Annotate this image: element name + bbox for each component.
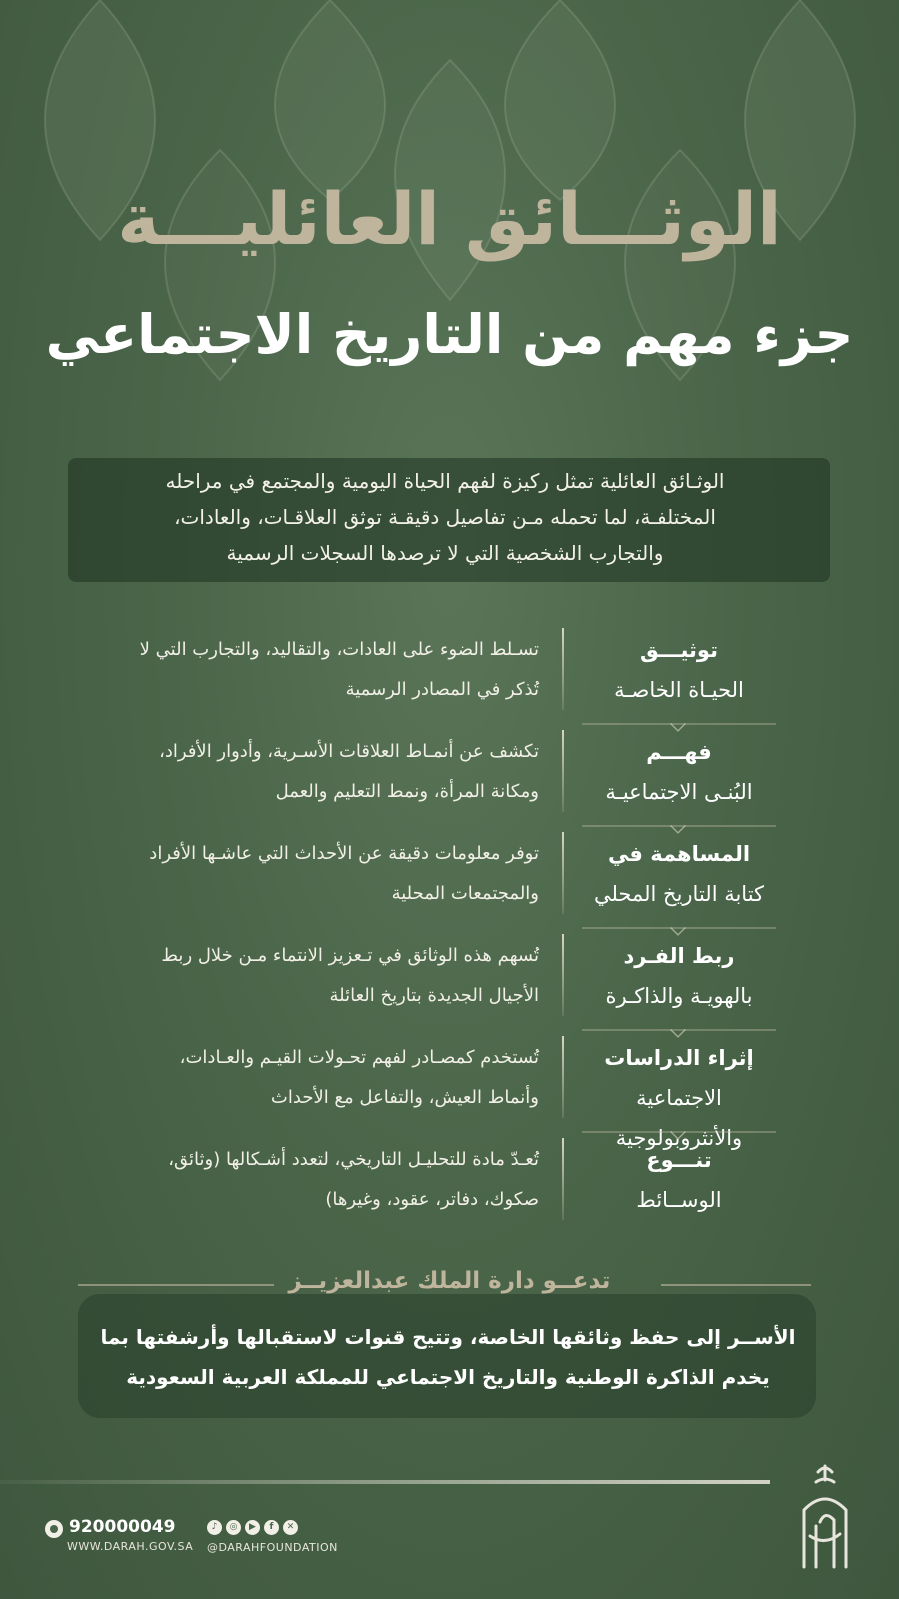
whatsapp-icon[interactable] <box>45 1520 63 1538</box>
row-divider <box>562 1138 564 1220</box>
facebook-icon[interactable]: f <box>264 1520 279 1535</box>
topic-row <box>0 732 899 822</box>
row-separator <box>582 1029 776 1031</box>
topic-heading-line1: فهـــم <box>646 740 712 764</box>
social-icons <box>207 1520 302 1538</box>
youtube-icon[interactable]: ▶ <box>245 1520 260 1535</box>
topic-description-line1: تكشف عن أنمـاط العلاقات الأسـرية، وأدوار الأفراد، <box>159 741 539 762</box>
topic-description-line2: تُذكر في المصادر الرسمية <box>345 679 539 700</box>
intro-line: المختلفـة، لما تحمله مـن تفاصيل دقيقـة توثق العلاقـات، والعادات، <box>174 505 716 529</box>
topic-description <box>69 1140 539 1220</box>
topic-description-line1: توفر معلومات دقيقة عن الأحداث التي عاشـها الأفراد <box>149 843 539 864</box>
instagram-icon[interactable]: ◎ <box>226 1520 241 1535</box>
topic-heading-line2: البُنـى الاجتماعيـة <box>605 780 753 804</box>
topic-heading-line2: الوســائط <box>636 1188 722 1212</box>
topic-heading-line1: ربط الفـرد <box>623 944 735 968</box>
row-divider <box>562 1036 564 1118</box>
page-subtitle: جزء مهم من التاريخ الاجتماعي <box>45 303 854 366</box>
topic-heading <box>579 1140 779 1220</box>
row-divider <box>562 628 564 710</box>
topic-row <box>0 1140 899 1230</box>
topic-row <box>0 936 899 1026</box>
invite-text <box>90 1317 806 1397</box>
topic-description <box>69 834 539 914</box>
topic-heading-line1: المساهمة في <box>607 842 751 866</box>
topic-row <box>0 834 899 924</box>
topic-description <box>69 630 539 710</box>
topic-description-line2: وأنماط العيش، والتفاعل مع الأحداث <box>270 1087 539 1108</box>
topic-heading-line1: إثراء الدراسات <box>604 1046 754 1070</box>
topic-description-line1: تُسهم هذه الوثائق في تـعزيز الانتماء مـن خلال ربط <box>161 945 539 966</box>
topic-heading-line1: تنـــوع <box>646 1148 712 1172</box>
intro-line: والتجارب الشخصية التي لا ترصدها السجلات الرسمية <box>226 541 664 565</box>
page-title: الوثـــائق العائليـــة <box>117 177 782 261</box>
topic-description-line2: الأجيال الجديدة بتاريخ العائلة <box>329 985 539 1006</box>
website-link[interactable]: WWW.DARAH.GOV.SA <box>67 1540 194 1553</box>
tiktok-icon[interactable]: ♪ <box>207 1520 222 1535</box>
darah-logo <box>790 1462 860 1572</box>
row-separator <box>582 723 776 725</box>
footer-divider <box>0 1480 770 1484</box>
intro-line: الوثـائق العائلية تمثل ركيزة لفهم الحياة اليومية والمجتمع في مراحله <box>165 469 725 493</box>
topic-heading-line2: الاجتماعية والأنثروبولوجية <box>615 1086 743 1150</box>
topic-heading-line1: توثيـــق <box>640 638 718 662</box>
topic-description <box>69 732 539 812</box>
topic-description-line2: والمجتمعات المحلية <box>391 883 539 904</box>
invite-heading: تدعــو دارة الملك عبدالعزيــز <box>288 1268 611 1294</box>
topic-row <box>0 1038 899 1150</box>
topic-description-line2: صكوك، دفاتر، عقود، وغيرها) <box>325 1189 539 1210</box>
topic-description-line1: تُعـدّ مادة للتحليـل التاريخي، لتعدد أشـكالها (وثائق، <box>168 1149 539 1170</box>
row-divider <box>562 832 564 914</box>
intro-text <box>60 463 830 571</box>
topic-heading-line2: بالهويـة والذاكـرة <box>605 984 753 1008</box>
topic-heading <box>579 936 779 1016</box>
social-block <box>207 1520 337 1560</box>
topic-description-line1: تُستخدم كمصـادر لفهم تحـولات القيـم والعـادات، <box>179 1047 539 1068</box>
topic-heading <box>579 630 779 710</box>
topic-description-line1: تسـلط الضوء على العادات، والتقاليد، والتجارب التي لا <box>139 639 539 660</box>
invite-line: يخدم الذاكرة الوطنية والتاريخ الاجتماعي للمملكة العربية السعودية <box>126 1365 770 1389</box>
x-icon[interactable]: ✕ <box>283 1520 298 1535</box>
topic-row <box>0 630 899 720</box>
row-separator <box>582 825 776 827</box>
topic-heading <box>579 732 779 812</box>
phone-number[interactable]: 920000049 <box>69 1517 176 1537</box>
invite-line: الأســر إلى حفظ وثائقها الخاصة، وتتيح قنوات لاستقبالها وأرشفتها بما <box>100 1325 796 1349</box>
row-divider <box>562 730 564 812</box>
row-separator <box>582 927 776 929</box>
social-handle[interactable]: @DARAHFOUNDATION <box>207 1541 338 1554</box>
topic-description <box>69 936 539 1016</box>
topic-description <box>69 1038 539 1118</box>
row-divider <box>562 934 564 1016</box>
row-separator <box>582 1131 776 1133</box>
topic-description-line2: ومكانة المرأة، ونمط التعليم والعمل <box>275 781 539 802</box>
topic-heading-line2: كتابة التاريخ المحلي <box>593 882 765 906</box>
topic-heading-line2: الحيـاة الخاصـة <box>614 678 744 702</box>
topic-heading <box>579 834 779 914</box>
